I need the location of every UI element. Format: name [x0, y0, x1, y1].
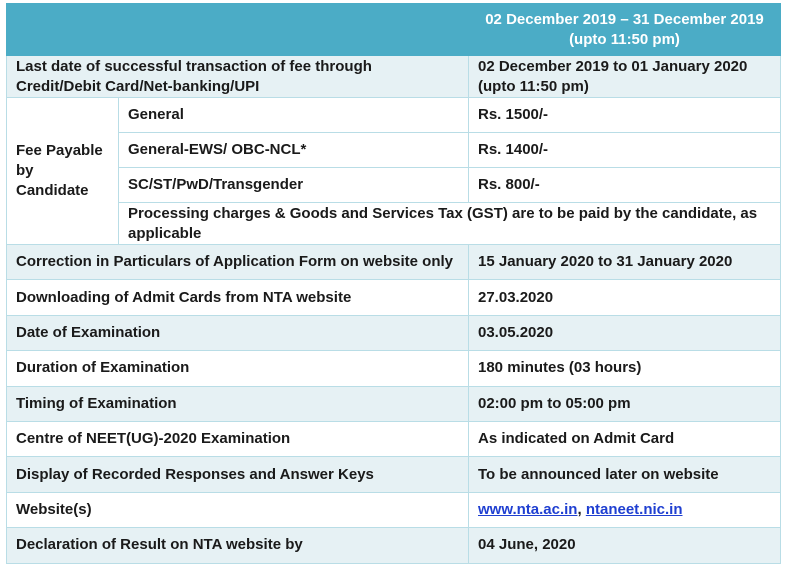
table-row-exam-date	[7, 315, 781, 350]
table-row-result	[7, 528, 781, 563]
website-label: Website(s)	[7, 492, 469, 527]
table-row-fee-sc	[7, 168, 781, 203]
timing-value: 02:00 pm to 05:00 pm	[469, 386, 781, 421]
fee-amount-sc: Rs. 800/-	[469, 168, 781, 203]
table-row-fee-note	[7, 203, 781, 245]
table-row-correction	[7, 245, 781, 280]
header-row	[7, 4, 781, 56]
correction-label: Correction in Particulars of Application Form on website only	[7, 245, 469, 280]
table-row-centre	[7, 421, 781, 456]
fee-amount-ews: Rs. 1400/-	[469, 133, 781, 168]
nta-website-link[interactable]: www.nta.ac.in	[478, 500, 578, 518]
fee-category-ews: General-EWS/ OBC-NCL*	[119, 133, 469, 168]
website-value	[469, 492, 781, 527]
duration-value: 180 minutes (03 hours)	[469, 351, 781, 386]
exam-date-value: 03.05.2020	[469, 315, 781, 350]
table-row-responses	[7, 457, 781, 492]
fee-payable-label: Fee Payable by Candidate	[7, 98, 119, 245]
fee-note: Processing charges & Goods and Services Tax (GST) are to be paid by the candidate, as applicable	[119, 203, 781, 245]
result-value: 04 June, 2020	[469, 528, 781, 563]
centre-label: Centre of NEET(UG)-2020 Examination	[7, 421, 469, 456]
exam-date-label: Date of Examination	[7, 315, 469, 350]
schedule-table	[6, 3, 781, 564]
responses-label: Display of Recorded Responses and Answer Keys	[7, 457, 469, 492]
table-row-duration	[7, 351, 781, 386]
website-separator: ,	[577, 500, 586, 518]
last-date-value: 02 December 2019 to 01 January 2020 (upto 11:50 pm)	[469, 56, 781, 98]
table-row-last-date	[7, 56, 781, 98]
fee-amount-general: Rs. 1500/-	[469, 98, 781, 133]
centre-value: As indicated on Admit Card	[469, 421, 781, 456]
admit-label: Downloading of Admit Cards from NTA website	[7, 280, 469, 315]
correction-value: 15 January 2020 to 31 January 2020	[469, 245, 781, 280]
header-blank-cell	[7, 4, 469, 56]
responses-value: To be announced later on website	[469, 457, 781, 492]
table-row-fee-general	[7, 98, 781, 133]
header-period: 02 December 2019 – 31 December 2019 (upto 11:50 pm)	[469, 4, 781, 56]
table-row-admit	[7, 280, 781, 315]
admit-value: 27.03.2020	[469, 280, 781, 315]
table-row-website	[7, 492, 781, 527]
timing-label: Timing of Examination	[7, 386, 469, 421]
fee-category-general: General	[119, 98, 469, 133]
fee-category-sc: SC/ST/PwD/Transgender	[119, 168, 469, 203]
ntaneet-website-link[interactable]: ntaneet.nic.in	[585, 500, 683, 518]
last-date-label: Last date of successful transaction of fee through Credit/Debit Card/Net-banking/UPI	[7, 56, 469, 98]
duration-label: Duration of Examination	[7, 351, 469, 386]
table-row-timing	[7, 386, 781, 421]
table-row-fee-ews	[7, 133, 781, 168]
result-label: Declaration of Result on NTA website by	[7, 528, 469, 563]
